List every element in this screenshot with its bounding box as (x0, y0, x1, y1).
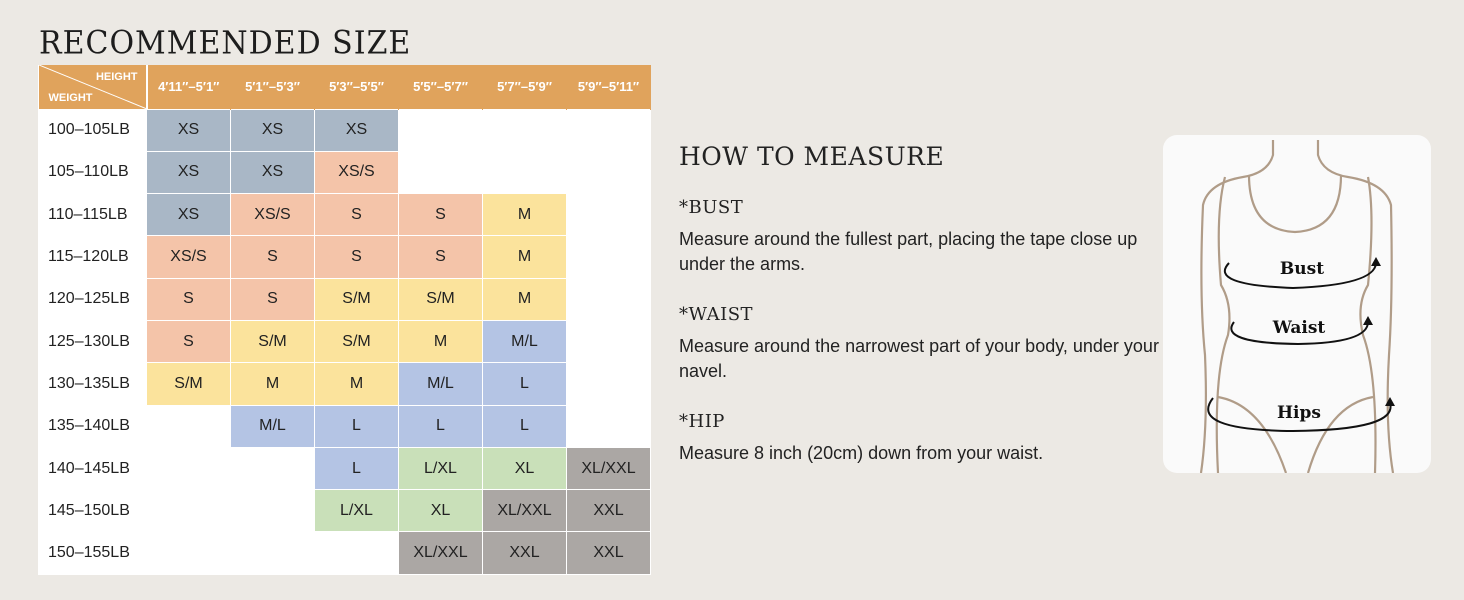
empty-cell (231, 490, 315, 532)
size-cell: S/M (315, 320, 399, 362)
size-cell: L (483, 363, 567, 405)
weight-row-label: 140–145LB (39, 447, 147, 489)
size-cell: L (315, 447, 399, 489)
table-row (39, 405, 651, 447)
weight-row-label: 120–125LB (39, 278, 147, 320)
empty-cell (567, 109, 651, 151)
how-to-measure-title: HOW TO MEASURE (679, 142, 945, 171)
height-label: HEIGHT (95, 71, 138, 83)
size-cell: S (231, 236, 315, 278)
table-row (39, 194, 651, 236)
table-row (39, 109, 651, 151)
weight-row-label: 100–105LB (39, 109, 147, 151)
size-cell: XS/S (147, 236, 231, 278)
size-cell: XS/S (315, 151, 399, 193)
size-cell: XXL (567, 490, 651, 532)
empty-cell (147, 447, 231, 489)
waist-heading: *WAIST (679, 304, 754, 325)
empty-cell (231, 447, 315, 489)
empty-cell (147, 405, 231, 447)
size-cell: XL (483, 447, 567, 489)
size-cell: S (147, 278, 231, 320)
hips-label: Hips (1277, 403, 1321, 423)
size-cell: L (399, 405, 483, 447)
empty-cell (567, 405, 651, 447)
empty-cell (567, 194, 651, 236)
bust-label: Bust (1279, 259, 1325, 279)
size-cell: L (315, 405, 399, 447)
page-title: RECOMMENDED SIZE (39, 25, 412, 62)
size-cell: XS (231, 151, 315, 193)
empty-cell (399, 151, 483, 193)
empty-cell (567, 236, 651, 278)
weight-row-label: 150–155LB (39, 532, 147, 574)
hip-text: Measure 8 inch (20cm) down from your waist. (679, 443, 1044, 463)
table-row (39, 278, 651, 320)
table-row (39, 151, 651, 193)
size-cell: S (399, 236, 483, 278)
size-cell: M (231, 363, 315, 405)
empty-cell (315, 532, 399, 574)
empty-cell (399, 109, 483, 151)
size-cell: M (483, 278, 567, 320)
empty-cell (231, 532, 315, 574)
empty-cell (567, 363, 651, 405)
size-cell: S/M (147, 363, 231, 405)
size-cell: S/M (315, 278, 399, 320)
size-cell: XS (147, 151, 231, 193)
size-cell: XS (231, 109, 315, 151)
size-cell: M/L (231, 405, 315, 447)
height-column-header: 5′5″–5′7″ (399, 65, 483, 109)
size-cell: M/L (483, 320, 567, 362)
corner-header (39, 65, 147, 109)
size-cell: XL/XXL (567, 447, 651, 489)
waist-label: Waist (1272, 318, 1326, 338)
size-cell: M/L (399, 363, 483, 405)
size-cell: S (147, 320, 231, 362)
empty-cell (483, 109, 567, 151)
weight-row-label: 105–110LB (39, 151, 147, 193)
height-column-header: 5′3″–5′5″ (315, 65, 399, 109)
size-cell: S/M (231, 320, 315, 362)
body-outline-illustration (1163, 135, 1431, 473)
weight-row-label: 115–120LB (39, 236, 147, 278)
size-cell: M (315, 363, 399, 405)
empty-cell (567, 151, 651, 193)
weight-row-label: 110–115LB (39, 194, 147, 236)
weight-row-label: 125–130LB (39, 320, 147, 362)
table-row (39, 236, 651, 278)
size-cell: XS (147, 194, 231, 236)
size-cell: XL (399, 490, 483, 532)
size-cell: L/XL (399, 447, 483, 489)
size-cell: S/M (399, 278, 483, 320)
weight-row-label: 130–135LB (39, 363, 147, 405)
empty-cell (567, 320, 651, 362)
size-cell: M (483, 236, 567, 278)
empty-cell (147, 532, 231, 574)
size-cell: XS/S (231, 194, 315, 236)
size-cell: S (231, 278, 315, 320)
size-cell: L (483, 405, 567, 447)
size-cell: S (399, 194, 483, 236)
weight-row-label: 145–150LB (39, 490, 147, 532)
size-cell: M (399, 320, 483, 362)
size-cell: S (315, 236, 399, 278)
table-row (39, 490, 651, 532)
height-column-header: 4′11″–5′1″ (147, 65, 231, 109)
empty-cell (483, 151, 567, 193)
weight-label: WEIGHT (48, 91, 93, 104)
table-row (39, 320, 651, 362)
size-cell: XXL (483, 532, 567, 574)
body-figure-card (1163, 135, 1431, 473)
bust-text: Measure around the fullest part, placing the tape close up under the arms. (679, 229, 1138, 274)
hip-heading: *HIP (679, 411, 725, 432)
size-cell: S (315, 194, 399, 236)
height-column-header: 5′7″–5′9″ (483, 65, 567, 109)
size-cell: XL/XXL (483, 490, 567, 532)
bust-heading: *BUST (679, 197, 744, 218)
table-row (39, 363, 651, 405)
height-column-header: 5′1″–5′3″ (231, 65, 315, 109)
table-row (39, 532, 651, 574)
size-cell: XXL (567, 532, 651, 574)
table-row (39, 447, 651, 489)
size-cell: XL/XXL (399, 532, 483, 574)
waist-text: Measure around the narrowest part of your body, under your navel. (679, 336, 1159, 381)
empty-cell (567, 278, 651, 320)
size-cell: M (483, 194, 567, 236)
size-cell: L/XL (315, 490, 399, 532)
empty-cell (147, 490, 231, 532)
size-cell: XS (315, 109, 399, 151)
height-column-header: 5′9″–5′11″ (567, 65, 651, 109)
size-chart-table (38, 65, 651, 575)
size-cell: XS (147, 109, 231, 151)
weight-row-label: 135–140LB (39, 405, 147, 447)
